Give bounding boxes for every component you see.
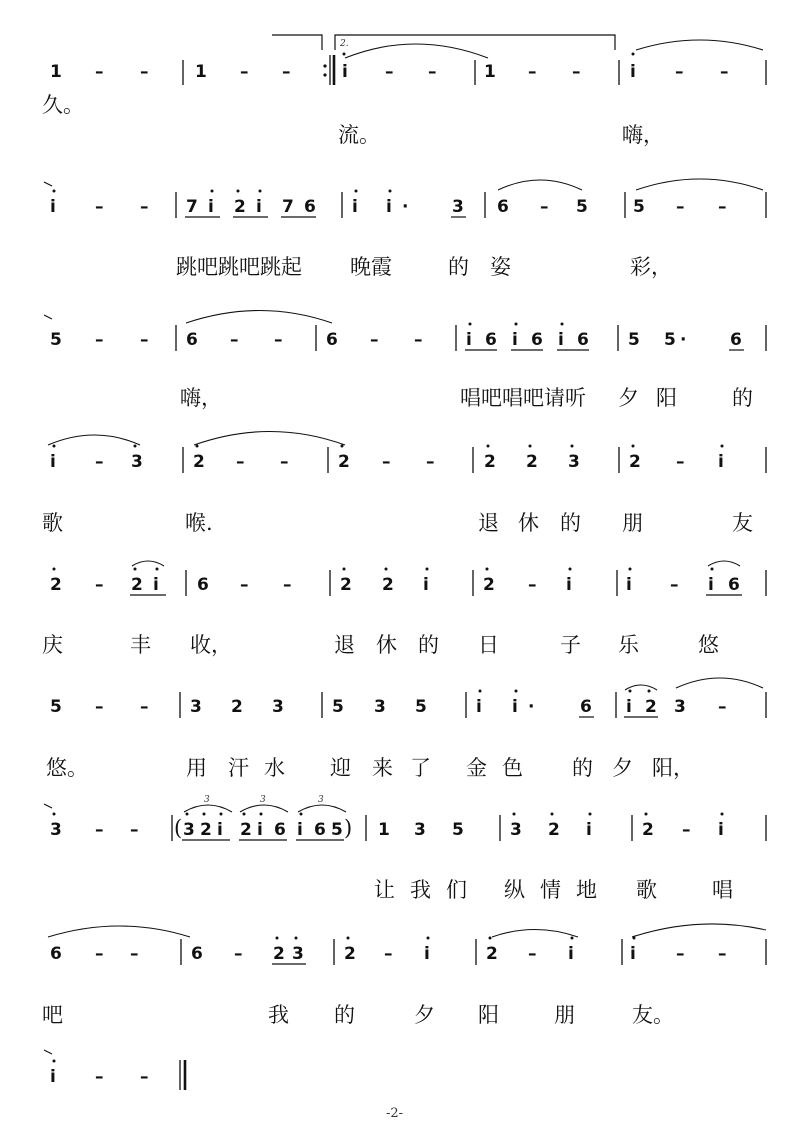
note: i [718, 820, 724, 840]
lyric: 久。 [42, 93, 84, 117]
dash: – [718, 197, 727, 217]
tie [676, 678, 763, 688]
lyric: 休 [376, 633, 397, 657]
lyric: 夕 [414, 1003, 435, 1027]
note: 7 [186, 197, 198, 217]
tie [632, 924, 766, 937]
note: 3 [190, 697, 202, 717]
note: i [566, 575, 572, 595]
dash: – [130, 944, 139, 964]
lyric: 阳 [656, 386, 677, 410]
note: 2 [231, 697, 243, 717]
note: 2 [526, 452, 538, 472]
dash: – [382, 452, 391, 472]
lyric: 朋 [554, 1003, 575, 1027]
triplet-label: 3 [204, 795, 210, 805]
tie [194, 432, 345, 446]
tie [492, 930, 578, 938]
tie [636, 179, 763, 190]
note: 5 [452, 820, 464, 840]
note: i [630, 944, 636, 964]
lyric: 休 [518, 511, 539, 535]
note: 5 [50, 330, 62, 350]
note: 5 [50, 697, 62, 717]
system-9 [44, 1050, 185, 1090]
dash: – [528, 944, 537, 964]
dash: – [140, 197, 149, 217]
note: 6 [274, 820, 286, 840]
note: 5 [633, 197, 645, 217]
note: i [476, 697, 482, 717]
lyric: 来 [372, 756, 393, 780]
lyric: 彩， [630, 255, 672, 279]
note: 6 [314, 820, 326, 840]
note: 2 [340, 575, 352, 595]
lyric: 情 [540, 878, 561, 902]
note: 2 [240, 820, 252, 840]
lyric: 收， [190, 633, 232, 657]
note: i [386, 197, 392, 217]
lyric: 色 [502, 756, 523, 780]
note: i [217, 820, 223, 840]
note: 6 [186, 330, 198, 350]
note: 3 [510, 820, 522, 840]
note: 2 [344, 944, 356, 964]
dash: – [95, 452, 104, 472]
dot: · [528, 697, 535, 717]
note: 2 [629, 452, 641, 472]
dash: – [718, 944, 727, 964]
note: 2 [338, 452, 350, 472]
dash: – [670, 575, 679, 595]
lyric: 喉. [185, 511, 213, 535]
note: 6 [497, 197, 509, 217]
note: i [424, 944, 430, 964]
note: 6 [304, 197, 316, 217]
dash: – [274, 330, 283, 350]
note: 1 [484, 62, 496, 82]
triplet-label: 3 [318, 795, 324, 805]
dash: – [720, 62, 729, 82]
note: 2 [200, 820, 212, 840]
tie [636, 40, 763, 50]
dash: – [95, 1067, 104, 1087]
note: 6 [485, 330, 497, 350]
dash: – [528, 575, 537, 595]
tie-continuation [44, 315, 52, 319]
note: 2 [50, 575, 62, 595]
note: 5 [628, 330, 640, 350]
lyric: 流。 [338, 123, 380, 147]
note: 6 [326, 330, 338, 350]
note: 2 [234, 197, 246, 217]
note: 2 [645, 697, 657, 717]
note: 1 [50, 62, 62, 82]
volta-2-label: 2. [340, 39, 349, 49]
lyric: 晚霞 [350, 255, 392, 279]
note: i [352, 197, 358, 217]
note: i [256, 197, 262, 217]
lyric: 朋 [622, 511, 643, 535]
note: 6 [531, 330, 543, 350]
note: 6 [580, 697, 592, 717]
system-7 [44, 795, 766, 902]
paren-left: ( [174, 816, 183, 840]
note: i [568, 944, 574, 964]
lyric: 夕 [612, 756, 633, 780]
dash: – [675, 62, 684, 82]
dash: – [676, 197, 685, 217]
note: 3 [272, 697, 284, 717]
note: 3 [414, 820, 426, 840]
dash: – [384, 944, 393, 964]
note: 6 [191, 944, 203, 964]
lyric: 的 [418, 633, 439, 657]
note: 5 [415, 697, 427, 717]
note: 6 [197, 575, 209, 595]
lyric: 汗 [228, 756, 249, 780]
system-3 [44, 311, 766, 412]
volta-1-bracket [272, 35, 322, 50]
triplet-bracket [184, 805, 232, 812]
note: i [257, 820, 263, 840]
tie [48, 926, 190, 937]
note: 6 [577, 330, 589, 350]
lyric: 们 [446, 878, 467, 902]
note: i [626, 697, 632, 717]
lyric: 姿 [490, 255, 511, 279]
lyric: 阳 [478, 1003, 499, 1027]
note: 7 [282, 197, 294, 217]
dash: – [130, 820, 139, 840]
slur [48, 435, 140, 445]
triplet-bracket [240, 805, 288, 812]
note: i [342, 62, 348, 82]
note: 1 [378, 820, 390, 840]
dash: – [95, 944, 104, 964]
lyric: 夕 [618, 386, 639, 410]
tie [498, 180, 582, 190]
lyric: 阳， [652, 756, 694, 780]
dash: – [682, 820, 691, 840]
lyric: 唱 [712, 878, 733, 902]
note: i [708, 575, 714, 595]
lyric: 了 [410, 756, 431, 780]
triplet-label: 3 [260, 795, 266, 805]
repeat-dot [323, 73, 326, 76]
dash: – [95, 62, 104, 82]
lyric: 友 [732, 511, 753, 535]
note: 3 [292, 944, 304, 964]
dash: – [282, 62, 291, 82]
lyric: 唱吧唱吧请听 [460, 386, 586, 410]
dash: – [95, 697, 104, 717]
repeat-dot [323, 64, 326, 67]
note: i [626, 575, 632, 595]
dash: – [240, 575, 249, 595]
lyric: 的 [732, 386, 753, 410]
lyric: 水 [264, 756, 285, 780]
dash: – [528, 62, 537, 82]
dash: – [95, 820, 104, 840]
note: 2 [548, 820, 560, 840]
lyric: 歌 [42, 511, 63, 535]
dash: – [140, 1067, 149, 1087]
note: 5 [332, 697, 344, 717]
system-8 [42, 924, 766, 1027]
note: 3 [183, 820, 195, 840]
dash: – [140, 330, 149, 350]
dash: – [572, 62, 581, 82]
lyric: 庆 [42, 633, 63, 657]
tie-continuation [44, 182, 52, 186]
triplet-bracket [298, 805, 346, 812]
tie-continuation [44, 1050, 52, 1054]
lyric: 丰 [130, 633, 151, 657]
dash: – [676, 452, 685, 472]
note: i [153, 575, 159, 595]
paren-right: ) [344, 816, 353, 840]
note: 3 [131, 452, 143, 472]
system-5 [42, 561, 766, 658]
note: i [718, 452, 724, 472]
lyric: 我 [410, 878, 431, 902]
dash: – [370, 330, 379, 350]
note: 5 [664, 330, 676, 350]
note: 6 [728, 575, 740, 595]
lyric: 吧 [42, 1003, 63, 1027]
lyric: 的 [448, 255, 469, 279]
lyric: 金 [466, 756, 487, 780]
note: 2 [486, 944, 498, 964]
dash: – [95, 575, 104, 595]
dash: – [95, 330, 104, 350]
note: 5 [576, 197, 588, 217]
note: i [297, 820, 303, 840]
note: i [50, 1067, 56, 1087]
lyric: 纵 [504, 878, 525, 902]
tie [345, 44, 488, 58]
dash: – [414, 330, 423, 350]
lyric: 嗨， [180, 386, 222, 410]
lyric: 的 [334, 1003, 355, 1027]
note: i [423, 575, 429, 595]
tie [186, 311, 332, 324]
dash: – [283, 575, 292, 595]
lyric: 用 [186, 756, 207, 780]
note: i [50, 452, 56, 472]
slur [132, 561, 164, 566]
page-number: -2- [386, 1106, 404, 1121]
lyric: 迎 [330, 756, 351, 780]
system-4 [42, 432, 766, 536]
dash: – [240, 62, 249, 82]
slur [625, 685, 657, 690]
dash: – [428, 62, 437, 82]
note: 2 [484, 452, 496, 472]
dash: – [426, 452, 435, 472]
note: i [512, 330, 518, 350]
lyric: 退 [334, 633, 355, 657]
lyric: 友。 [632, 1003, 674, 1027]
dash: – [230, 330, 239, 350]
dash: – [236, 452, 245, 472]
dash: – [280, 452, 289, 472]
system-1 [42, 35, 766, 148]
note: 3 [452, 197, 464, 217]
lyric: 跳吧跳吧跳起 [176, 255, 302, 279]
lyric: 悠 [698, 633, 719, 657]
dash: – [676, 944, 685, 964]
dash: – [234, 944, 243, 964]
note: 1 [195, 62, 207, 82]
note: 2 [483, 575, 495, 595]
slur [708, 561, 740, 566]
lyric: 我 [268, 1003, 289, 1027]
note: 5 [331, 820, 343, 840]
note: 3 [674, 697, 686, 717]
note: 3 [568, 452, 580, 472]
note: i [630, 62, 636, 82]
lyric: 歌 [636, 878, 657, 902]
note: 3 [374, 697, 386, 717]
lyric: 的 [572, 756, 593, 780]
system-6 [46, 678, 766, 781]
note: 6 [730, 330, 742, 350]
note: 2 [382, 575, 394, 595]
note: 2 [193, 452, 205, 472]
note: i [558, 330, 564, 350]
lyric: 子 [560, 633, 581, 657]
lyric: 悠。 [46, 756, 88, 780]
lyric: 日 [478, 633, 499, 657]
note: i [512, 697, 518, 717]
lyric: 嗨， [622, 123, 664, 147]
dot: · [402, 197, 409, 217]
dot: · [680, 330, 687, 350]
dash: – [95, 197, 104, 217]
dash: – [385, 62, 394, 82]
note: i [466, 330, 472, 350]
lyric: 乐 [618, 633, 639, 657]
lyric: 让 [374, 878, 395, 902]
tie-continuation [44, 804, 52, 808]
note: 2 [273, 944, 285, 964]
lyric: 地 [576, 878, 597, 902]
note: i [586, 820, 592, 840]
dash: – [540, 197, 549, 217]
note: 2 [642, 820, 654, 840]
note: 6 [50, 944, 62, 964]
dash: – [140, 697, 149, 717]
note: i [50, 197, 56, 217]
lyric: 退 [478, 511, 499, 535]
dash: – [140, 62, 149, 82]
note: 3 [50, 820, 62, 840]
dash: – [718, 697, 727, 717]
note: i [208, 197, 214, 217]
note: 2 [131, 575, 143, 595]
system-2 [44, 179, 766, 280]
lyric: 的 [560, 511, 581, 535]
